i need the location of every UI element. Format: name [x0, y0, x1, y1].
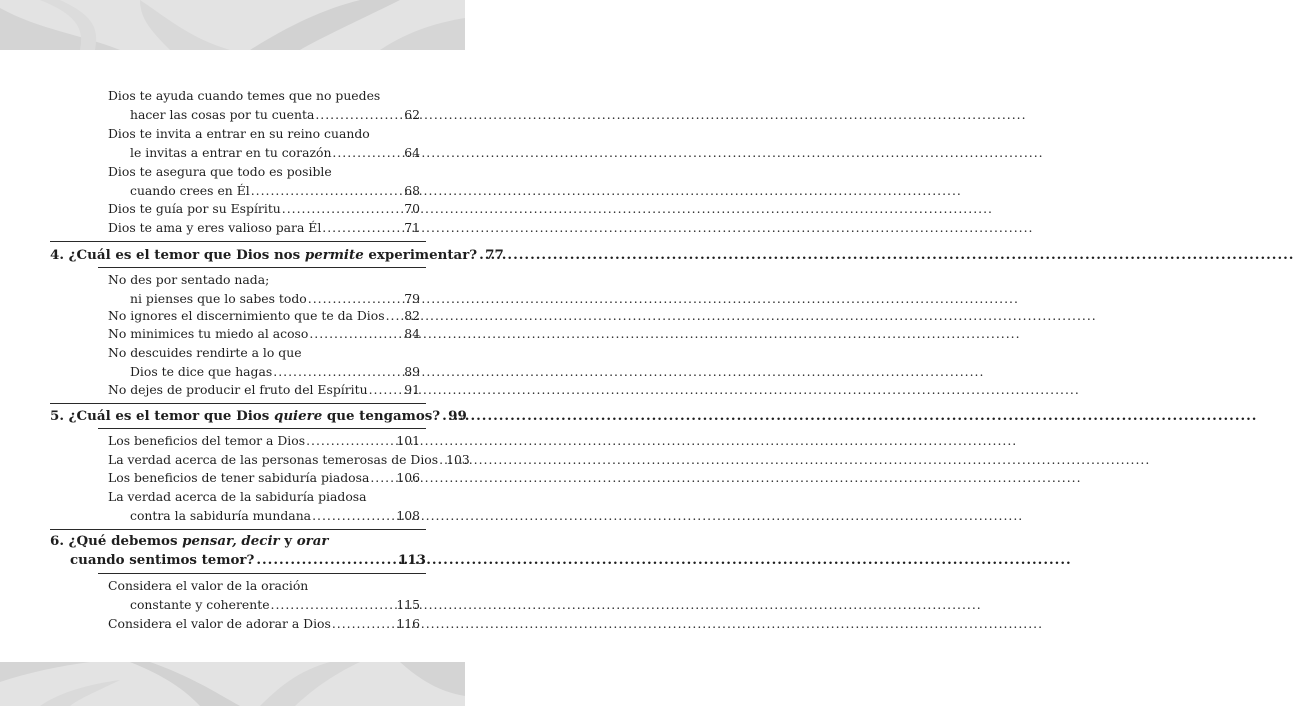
entry-text: No des por sentado nada;	[108, 272, 270, 287]
chapter-title: experimentar?	[368, 247, 478, 263]
chapter-title-emphasis: pensar, decir	[182, 533, 280, 549]
decorative-bottom-band	[0, 662, 465, 706]
toc-entry[interactable]	[108, 162, 420, 200]
page-number: 79	[404, 291, 420, 306]
page-number: 89	[404, 364, 420, 379]
section-divider	[98, 573, 426, 574]
page-number: 62	[404, 107, 420, 122]
entry-text: No ignores el discernimiento que te da Dios	[108, 308, 385, 323]
toc-entry[interactable]	[108, 199, 420, 218]
entry-text: hacer las cosas por tu cuenta	[130, 107, 315, 122]
entry-text: Los beneficios del temor a Dios	[108, 433, 306, 448]
entry-text: Considera el valor de la oración	[108, 578, 309, 593]
entry-text: Dios te ama y eres valioso para Él	[108, 220, 322, 235]
chapter-title: cuando sentimos temor?	[70, 552, 255, 568]
page-number: 115	[396, 597, 420, 612]
page-number: 84	[404, 326, 420, 341]
chapter-title: ¿Cuál es el temor que Dios nos	[68, 247, 301, 263]
toc-entry[interactable]	[108, 487, 420, 525]
page-number: 68	[404, 183, 420, 198]
toc-entry[interactable]	[108, 450, 470, 469]
chapter-title: ¿Cuál es el temor que Dios	[68, 408, 270, 424]
page-number: 71	[404, 220, 420, 235]
entry-text: Dios te asegura que todo es posible	[108, 164, 332, 179]
page-number: 116	[396, 616, 420, 631]
section-divider	[50, 529, 426, 530]
page-number: 64	[404, 145, 420, 160]
entry-text: Dios te dice que hagas	[130, 364, 273, 379]
entry-text: No dejes de producir el fruto del Espíritu	[108, 382, 368, 397]
chapter-title: y	[284, 533, 293, 549]
entry-text: Dios te ayuda cuando temes que no puedes	[108, 88, 381, 103]
toc-entry[interactable]	[108, 576, 420, 614]
entry-text: contra la sabiduría mundana	[130, 508, 312, 523]
entry-text: cuando crees en Él	[130, 183, 250, 198]
entry-text: No descuides rendirte a lo que	[108, 345, 302, 360]
page-number: 82	[404, 308, 420, 323]
toc-entry[interactable]	[108, 614, 420, 633]
chapter-title-emphasis: orar	[296, 533, 329, 549]
chapter-number: 6.	[50, 533, 64, 549]
chapter-title-emphasis: quiere	[273, 408, 323, 424]
table-of-contents	[0, 0, 504, 706]
section-divider	[50, 403, 426, 404]
page-number: 106	[396, 470, 420, 485]
section-divider	[98, 267, 426, 268]
toc-entry[interactable]	[108, 218, 420, 237]
entry-text: ni pienses que lo sabes todo	[130, 291, 307, 306]
page-number: 103	[446, 452, 470, 467]
page-number: 108	[396, 508, 420, 523]
toc-entry[interactable]	[108, 380, 420, 399]
chapter-number: 5.	[50, 408, 64, 424]
toc-entry[interactable]	[108, 306, 420, 325]
page-number: 77	[485, 247, 504, 263]
section-divider	[50, 241, 426, 242]
toc-entry[interactable]	[108, 343, 420, 381]
toc-entry[interactable]	[108, 324, 420, 343]
chapter-heading[interactable]	[50, 532, 426, 570]
entry-text: constante y coherente	[130, 597, 270, 612]
section-divider	[98, 428, 426, 429]
toc-entry[interactable]	[108, 86, 420, 124]
chapter-heading[interactable]	[50, 246, 504, 265]
chapter-title: que tengamos?	[326, 408, 441, 424]
entry-text: La verdad acerca de la sabiduría piadosa	[108, 489, 367, 504]
floral-pattern-icon	[0, 662, 465, 706]
toc-entry[interactable]	[108, 431, 420, 450]
page-number: 70	[404, 201, 420, 216]
entry-text: Dios te guía por su Espíritu	[108, 201, 281, 216]
toc-entry[interactable]	[108, 124, 420, 162]
toc-entry[interactable]	[108, 468, 420, 487]
chapter-heading[interactable]	[50, 407, 467, 426]
toc-entry[interactable]	[108, 270, 420, 308]
entry-text: le invitas a entrar en tu corazón	[130, 145, 332, 160]
page-number: 113	[398, 552, 426, 568]
entry-text: Dios te invita a entrar en su reino cuando	[108, 126, 370, 141]
chapter-title: ¿Qué debemos	[68, 533, 178, 549]
page-number: 91	[404, 382, 420, 397]
page-number: 99	[448, 408, 467, 424]
chapter-title-emphasis: permite	[304, 247, 364, 263]
chapter-number: 4.	[50, 247, 64, 263]
entry-text: No minimices tu miedo al acoso	[108, 326, 309, 341]
entry-text: La verdad acerca de las personas temerosas de Dios	[108, 452, 439, 467]
entry-text: Considera el valor de adorar a Dios	[108, 616, 331, 631]
page-number: 101	[396, 433, 420, 448]
entry-text: Los beneficios de tener sabiduría piadosa	[108, 470, 370, 485]
